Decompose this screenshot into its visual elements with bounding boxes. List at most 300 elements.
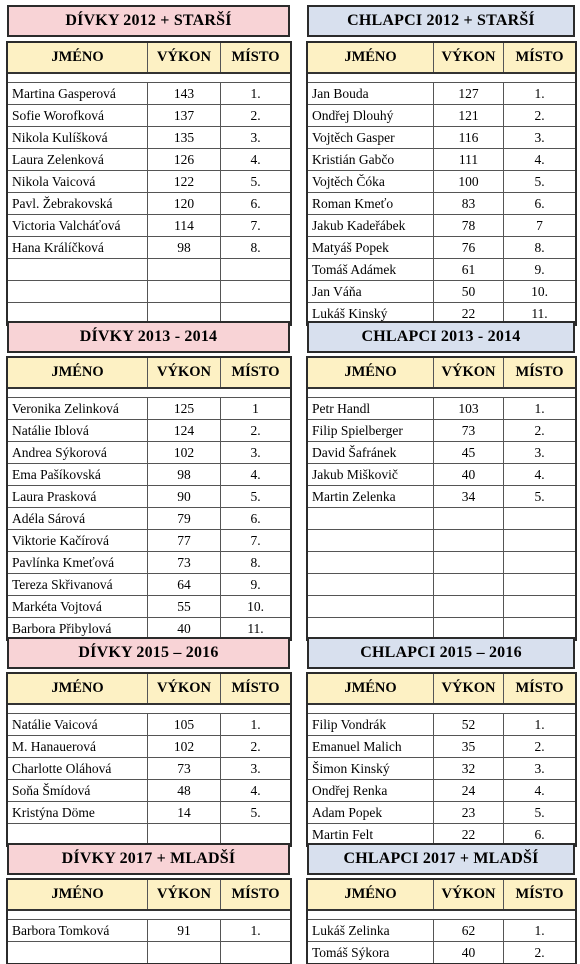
place-value: 6.	[504, 193, 576, 215]
header-row	[8, 880, 291, 911]
column-header-score: VÝKON	[434, 674, 504, 705]
performance-value: 91	[148, 920, 221, 942]
table-row	[308, 508, 576, 530]
boys-results-table	[307, 879, 576, 964]
athlete-name: Lukáš Kinský	[308, 303, 434, 325]
performance-value: 143	[148, 83, 221, 105]
performance-value	[434, 574, 504, 596]
table-row	[8, 714, 291, 736]
performance-value: 116	[434, 127, 504, 149]
place-value: 5.	[221, 171, 291, 193]
athlete-name: David Šafránek	[308, 442, 434, 464]
athlete-name	[8, 942, 148, 964]
performance-value: 114	[148, 215, 221, 237]
athlete-name: Vojtěch Gasper	[308, 127, 434, 149]
girls-2013-header	[7, 321, 290, 353]
header-row	[308, 358, 576, 389]
girls-results-table	[7, 879, 291, 964]
table-row	[308, 574, 576, 596]
performance-value	[148, 259, 221, 281]
place-value	[504, 574, 576, 596]
performance-value: 35	[434, 736, 504, 758]
table-row	[308, 442, 576, 464]
girls-2015-header	[7, 637, 290, 669]
place-value: 2.	[504, 736, 576, 758]
performance-value: 40	[434, 464, 504, 486]
table-row	[308, 714, 576, 736]
performance-value: 120	[148, 193, 221, 215]
girls-2012-title: DÍVKY 2012 + STARŠÍ	[65, 12, 232, 29]
place-value: 2.	[221, 736, 291, 758]
athlete-name: Jakub Miškovič	[308, 464, 434, 486]
performance-value: 64	[148, 574, 221, 596]
spacer-cell	[308, 388, 434, 398]
performance-value: 137	[148, 105, 221, 127]
table-row	[308, 193, 576, 215]
place-value: 4.	[504, 780, 576, 802]
boys-results-table	[307, 673, 576, 846]
place-value: 1.	[504, 714, 576, 736]
column-header-score: VÝKON	[148, 358, 221, 389]
place-value: 3.	[504, 127, 576, 149]
place-value: 5.	[504, 802, 576, 824]
place-value: 3.	[221, 127, 291, 149]
spacer-row	[8, 73, 291, 83]
spacer-cell	[8, 73, 148, 83]
place-value: 9.	[504, 259, 576, 281]
header-row	[308, 880, 576, 911]
performance-value: 73	[148, 552, 221, 574]
column-header-place: MÍSTO	[504, 43, 576, 74]
performance-value	[148, 942, 221, 964]
spacer-cell	[434, 388, 504, 398]
performance-value: 122	[148, 171, 221, 193]
table-row	[8, 596, 291, 618]
performance-value: 40	[434, 942, 504, 964]
performance-value: 98	[148, 464, 221, 486]
spacer-cell	[8, 910, 148, 920]
column-header-place: MÍSTO	[504, 880, 576, 911]
athlete-name: Martin Felt	[308, 824, 434, 846]
boys-2013-title: CHLAPCI 2013 - 2014	[361, 328, 521, 345]
athlete-name: Markéta Vojtová	[8, 596, 148, 618]
place-value: 3.	[504, 442, 576, 464]
athlete-name: Petr Handl	[308, 398, 434, 420]
performance-value: 23	[434, 802, 504, 824]
column-header-name: JMÉNO	[8, 880, 148, 911]
athlete-name: Adéla Sárová	[8, 508, 148, 530]
place-value: 6.	[221, 193, 291, 215]
girls-2017-table	[7, 879, 291, 964]
performance-value: 126	[148, 149, 221, 171]
performance-value: 50	[434, 281, 504, 303]
place-value: 3.	[221, 758, 291, 780]
spacer-cell	[434, 704, 504, 714]
athlete-name: Soňa Šmídová	[8, 780, 148, 802]
table-row	[308, 420, 576, 442]
girls-2015-table	[7, 673, 291, 846]
performance-value	[434, 508, 504, 530]
table-row	[308, 259, 576, 281]
place-value: 10.	[504, 281, 576, 303]
girls-2012-table	[7, 42, 291, 325]
place-value: 6.	[504, 824, 576, 846]
performance-value: 48	[148, 780, 221, 802]
header-row	[8, 358, 291, 389]
performance-value: 76	[434, 237, 504, 259]
performance-value: 52	[434, 714, 504, 736]
place-value: 2.	[221, 105, 291, 127]
athlete-name: Lukáš Zelinka	[308, 920, 434, 942]
athlete-name: Adam Popek	[308, 802, 434, 824]
athlete-name: Ondřej Dlouhý	[308, 105, 434, 127]
performance-value: 32	[434, 758, 504, 780]
table-row	[8, 552, 291, 574]
girls-2017-title: DÍVKY 2017 + MLADŠÍ	[61, 850, 236, 867]
place-value: 11.	[504, 303, 576, 325]
spacer-cell	[434, 910, 504, 920]
girls-results-table	[7, 42, 291, 325]
girls-results-table	[7, 357, 291, 640]
table-row	[8, 83, 291, 105]
athlete-name	[308, 596, 434, 618]
athlete-name: Matyáš Popek	[308, 237, 434, 259]
performance-value: 125	[148, 398, 221, 420]
column-header-place: MÍSTO	[221, 358, 291, 389]
place-value: 5.	[221, 802, 291, 824]
header-row	[308, 674, 576, 705]
column-header-score: VÝKON	[148, 674, 221, 705]
performance-value: 78	[434, 215, 504, 237]
place-value: 4.	[221, 780, 291, 802]
athlete-name: Tomáš Sýkora	[308, 942, 434, 964]
boys-2013-header	[307, 321, 575, 353]
performance-value: 22	[434, 824, 504, 846]
athlete-name: Jakub Kadeřábek	[308, 215, 434, 237]
performance-value: 98	[148, 237, 221, 259]
athlete-name: Kristýna Döme	[8, 802, 148, 824]
performance-value: 34	[434, 486, 504, 508]
table-row	[308, 486, 576, 508]
boys-2017-title: CHLAPCI 2017 + MLADŠÍ	[343, 850, 539, 867]
column-header-place: MÍSTO	[504, 674, 576, 705]
place-value: 8.	[504, 237, 576, 259]
place-value	[221, 942, 291, 964]
column-header-name: JMÉNO	[308, 674, 434, 705]
table-row	[308, 105, 576, 127]
table-row	[308, 127, 576, 149]
athlete-name: Viktorie Kačírová	[8, 530, 148, 552]
spacer-cell	[504, 910, 576, 920]
boys-2017-table	[307, 879, 576, 964]
place-value: 1.	[221, 83, 291, 105]
athlete-name: Nikola Vaicová	[8, 171, 148, 193]
athlete-name: Vojtěch Čóka	[308, 171, 434, 193]
spacer-row	[8, 388, 291, 398]
column-header-place: MÍSTO	[221, 880, 291, 911]
spacer-cell	[148, 73, 221, 83]
performance-value: 73	[434, 420, 504, 442]
column-header-score: VÝKON	[434, 43, 504, 74]
boys-2015-header	[307, 637, 575, 669]
boys-results-table	[307, 42, 576, 325]
column-header-score: VÝKON	[434, 358, 504, 389]
athlete-name	[308, 530, 434, 552]
athlete-name: Laura Zelenková	[8, 149, 148, 171]
column-header-score: VÝKON	[148, 880, 221, 911]
table-row	[8, 486, 291, 508]
place-value: 10.	[221, 596, 291, 618]
table-row	[8, 193, 291, 215]
table-row	[8, 920, 291, 942]
place-value: 3.	[504, 758, 576, 780]
athlete-name	[8, 259, 148, 281]
table-row	[308, 464, 576, 486]
place-value: 4.	[221, 149, 291, 171]
table-row	[8, 215, 291, 237]
column-header-place: MÍSTO	[221, 674, 291, 705]
table-row	[8, 574, 291, 596]
place-value: 3.	[221, 442, 291, 464]
table-row	[308, 83, 576, 105]
athlete-name: Roman Kmeťo	[308, 193, 434, 215]
athlete-name	[308, 552, 434, 574]
performance-value	[434, 596, 504, 618]
athlete-name: Šimon Kinský	[308, 758, 434, 780]
table-row	[308, 171, 576, 193]
athlete-name: Laura Prasková	[8, 486, 148, 508]
athlete-name: Nikola Kulíšková	[8, 127, 148, 149]
athlete-name: Veronika Zelinková	[8, 398, 148, 420]
spacer-cell	[504, 73, 576, 83]
spacer-cell	[308, 704, 434, 714]
place-value: 1.	[221, 920, 291, 942]
place-value: 7.	[221, 530, 291, 552]
spacer-cell	[148, 910, 221, 920]
place-value: 4.	[504, 464, 576, 486]
spacer-cell	[504, 388, 576, 398]
girls-2013-title: DÍVKY 2013 - 2014	[79, 328, 218, 345]
performance-value: 103	[434, 398, 504, 420]
athlete-name: Filip Spielberger	[308, 420, 434, 442]
table-row	[308, 215, 576, 237]
athlete-name: Pavl. Žebrakovská	[8, 193, 148, 215]
athlete-name	[308, 574, 434, 596]
athlete-name: Sofie Worofková	[8, 105, 148, 127]
athlete-name: Tomáš Adámek	[308, 259, 434, 281]
spacer-cell	[221, 910, 291, 920]
athlete-name: Emanuel Malich	[308, 736, 434, 758]
place-value: 4.	[221, 464, 291, 486]
performance-value: 100	[434, 171, 504, 193]
table-row	[8, 530, 291, 552]
performance-value: 102	[148, 442, 221, 464]
place-value: 4.	[504, 149, 576, 171]
table-row	[308, 149, 576, 171]
athlete-name: Natálie Vaicová	[8, 714, 148, 736]
column-header-name: JMÉNO	[308, 358, 434, 389]
table-row	[8, 105, 291, 127]
place-value: 2.	[221, 420, 291, 442]
performance-value: 90	[148, 486, 221, 508]
place-value: 5.	[504, 171, 576, 193]
table-row	[308, 530, 576, 552]
performance-value: 40	[148, 618, 221, 640]
place-value: 9.	[221, 574, 291, 596]
place-value	[221, 281, 291, 303]
performance-value	[148, 281, 221, 303]
column-header-place: MÍSTO	[504, 358, 576, 389]
spacer-cell	[8, 704, 148, 714]
spacer-row	[308, 910, 576, 920]
column-header-place: MÍSTO	[221, 43, 291, 74]
athlete-name: Andrea Sýkorová	[8, 442, 148, 464]
spacer-cell	[308, 910, 434, 920]
column-header-name: JMÉNO	[308, 880, 434, 911]
spacer-cell	[148, 388, 221, 398]
place-value: 6.	[221, 508, 291, 530]
place-value: 7.	[221, 215, 291, 237]
table-row	[8, 758, 291, 780]
header-row	[8, 674, 291, 705]
column-header-name: JMÉNO	[8, 674, 148, 705]
table-row	[8, 442, 291, 464]
table-row	[308, 398, 576, 420]
spacer-row	[308, 73, 576, 83]
table-row	[308, 780, 576, 802]
place-value: 1.	[221, 714, 291, 736]
column-header-score: VÝKON	[148, 43, 221, 74]
athlete-name: Jan Bouda	[308, 83, 434, 105]
place-value: 2.	[504, 420, 576, 442]
athlete-name: Kristián Gabčo	[308, 149, 434, 171]
boys-2012-header	[307, 5, 575, 37]
performance-value: 45	[434, 442, 504, 464]
place-value: 1.	[504, 398, 576, 420]
performance-value: 61	[434, 259, 504, 281]
column-header-name: JMÉNO	[8, 358, 148, 389]
table-row	[308, 596, 576, 618]
athlete-name	[308, 508, 434, 530]
athlete-name: Victoria Valcháťová	[8, 215, 148, 237]
table-row	[8, 259, 291, 281]
spacer-cell	[8, 388, 148, 398]
boys-2015-title: CHLAPCI 2015 – 2016	[360, 644, 522, 661]
spacer-row	[8, 910, 291, 920]
table-row	[8, 127, 291, 149]
athlete-name: M. Hanauerová	[8, 736, 148, 758]
place-value: 7	[504, 215, 576, 237]
table-row	[8, 508, 291, 530]
spacer-row	[308, 704, 576, 714]
boys-2012-table	[307, 42, 576, 325]
girls-2012-header	[7, 5, 290, 37]
place-value	[504, 530, 576, 552]
performance-value: 73	[148, 758, 221, 780]
column-header-name: JMÉNO	[308, 43, 434, 74]
place-value: 1.	[504, 920, 576, 942]
spacer-row	[308, 388, 576, 398]
table-row	[8, 942, 291, 964]
place-value: 1.	[504, 83, 576, 105]
performance-value: 83	[434, 193, 504, 215]
place-value	[221, 259, 291, 281]
performance-value	[434, 530, 504, 552]
girls-2015-title: DÍVKY 2015 – 2016	[78, 644, 219, 661]
boys-2013-table	[307, 357, 576, 640]
column-header-name: JMÉNO	[8, 43, 148, 74]
table-row	[8, 802, 291, 824]
girls-2017-header	[7, 843, 290, 875]
header-row	[8, 43, 291, 74]
performance-value: 14	[148, 802, 221, 824]
spacer-cell	[221, 73, 291, 83]
place-value: 5.	[221, 486, 291, 508]
table-row	[8, 237, 291, 259]
boys-2012-title: CHLAPCI 2012 + STARŠÍ	[347, 12, 535, 29]
place-value: 2.	[504, 942, 576, 964]
athlete-name: Barbora Tomková	[8, 920, 148, 942]
athlete-name	[8, 281, 148, 303]
athlete-name: Martina Gasperová	[8, 83, 148, 105]
place-value: 8.	[221, 552, 291, 574]
performance-value: 105	[148, 714, 221, 736]
athlete-name: Charlotte Oláhová	[8, 758, 148, 780]
performance-value: 124	[148, 420, 221, 442]
performance-value: 79	[148, 508, 221, 530]
boys-2015-table	[307, 673, 576, 846]
table-row	[308, 281, 576, 303]
table-row	[8, 464, 291, 486]
spacer-cell	[148, 704, 221, 714]
table-row	[8, 736, 291, 758]
athlete-name: Natálie Iblová	[8, 420, 148, 442]
performance-value: 135	[148, 127, 221, 149]
table-row	[308, 758, 576, 780]
table-row	[308, 552, 576, 574]
table-row	[8, 149, 291, 171]
table-row	[8, 420, 291, 442]
place-value: 1	[221, 398, 291, 420]
table-row	[308, 802, 576, 824]
table-row	[308, 942, 576, 964]
performance-value: 24	[434, 780, 504, 802]
performance-value: 111	[434, 149, 504, 171]
athlete-name: Ondřej Renka	[308, 780, 434, 802]
spacer-cell	[504, 704, 576, 714]
boys-results-table	[307, 357, 576, 640]
table-row	[308, 736, 576, 758]
girls-2013-table	[7, 357, 291, 640]
performance-value: 62	[434, 920, 504, 942]
table-row	[308, 920, 576, 942]
place-value: 11.	[221, 618, 291, 640]
athlete-name: Pavlínka Kmeťová	[8, 552, 148, 574]
place-value	[504, 596, 576, 618]
spacer-row	[8, 704, 291, 714]
table-row	[8, 171, 291, 193]
place-value	[504, 552, 576, 574]
performance-value	[434, 552, 504, 574]
place-value	[504, 508, 576, 530]
athlete-name: Martin Zelenka	[308, 486, 434, 508]
table-row	[8, 398, 291, 420]
spacer-cell	[434, 73, 504, 83]
place-value: 8.	[221, 237, 291, 259]
athlete-name: Filip Vondrák	[308, 714, 434, 736]
athlete-name: Barbora Přibylová	[8, 618, 148, 640]
girls-results-table	[7, 673, 291, 846]
